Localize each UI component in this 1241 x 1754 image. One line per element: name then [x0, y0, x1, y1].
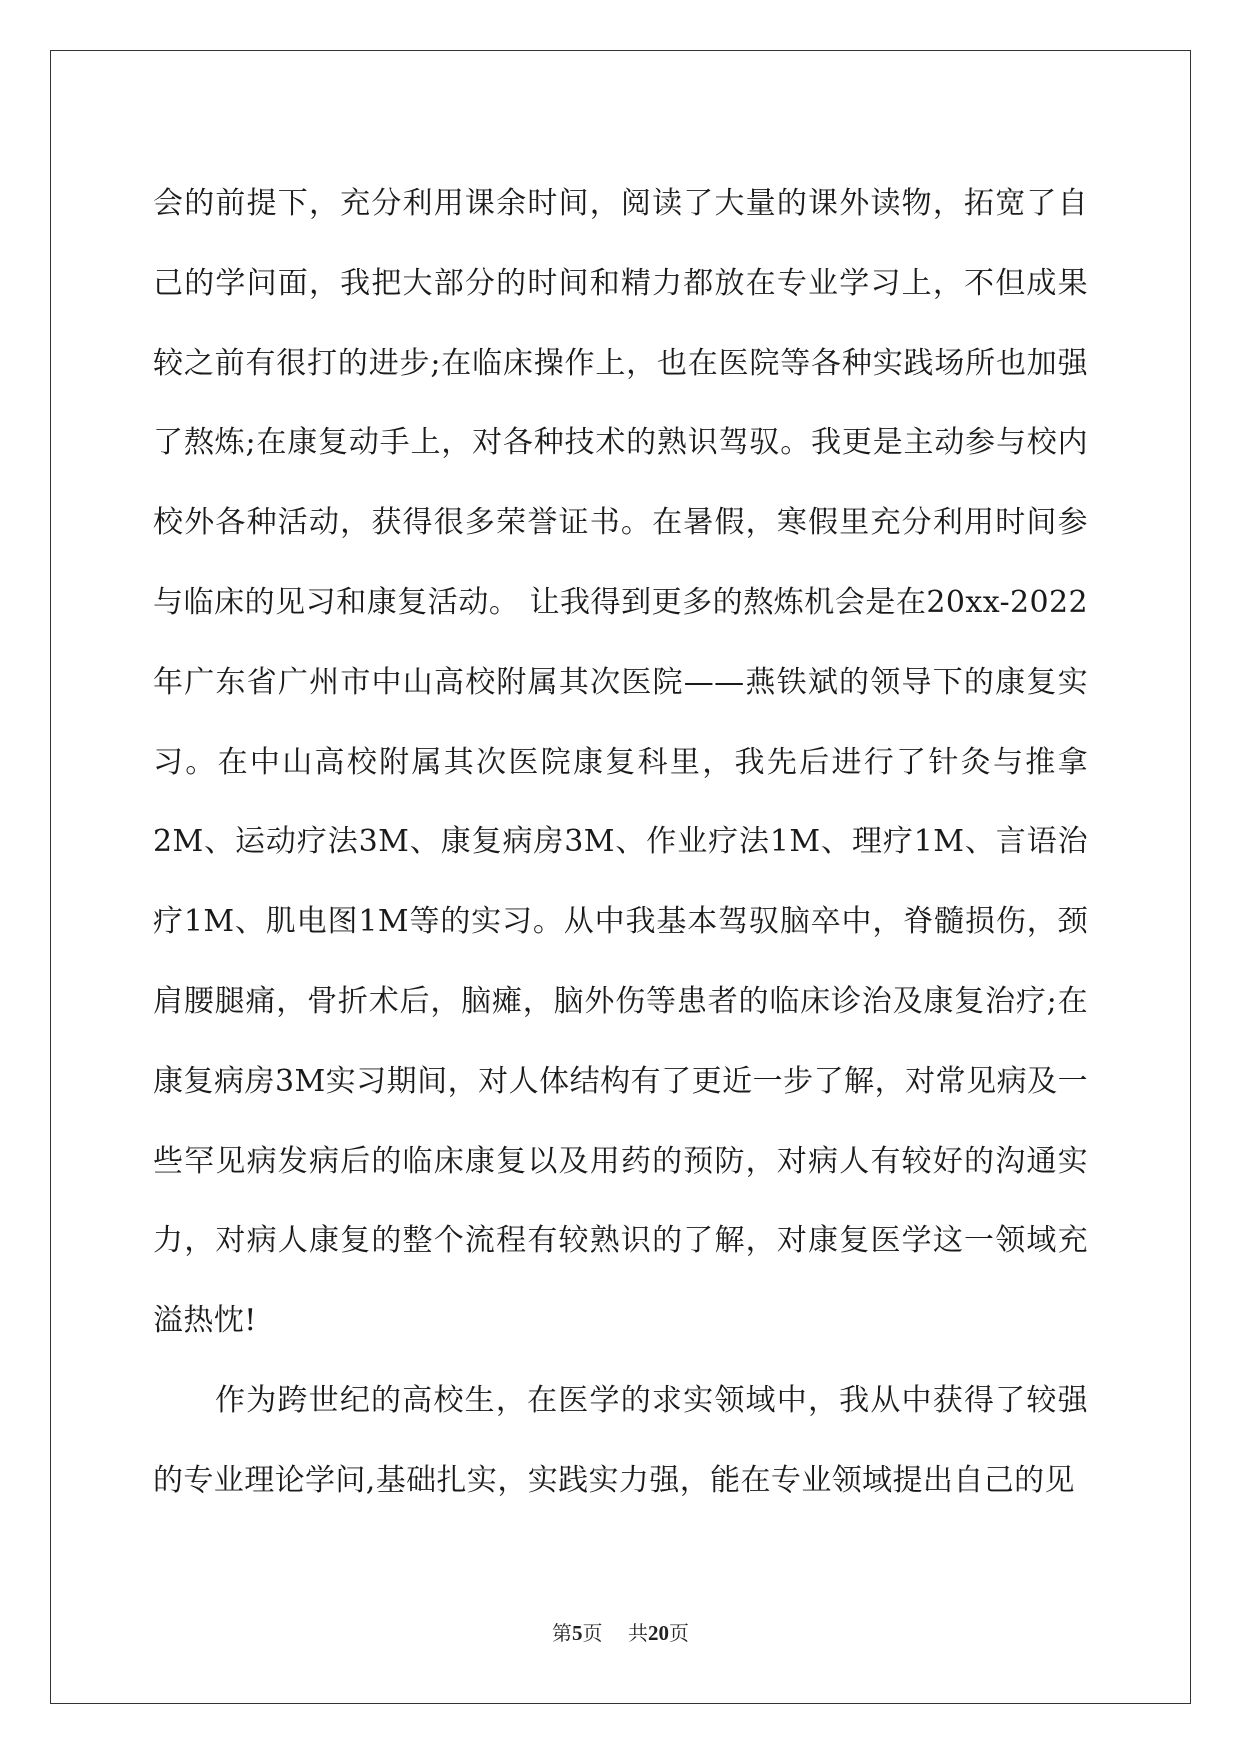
footer-mid: 页 共	[582, 1621, 648, 1645]
document-body	[153, 164, 1088, 1521]
page-number: 5	[572, 1621, 583, 1645]
paragraph-1: 会的前提下，充分利用课余时间，阅读了大量的课外读物，拓宽了自己的学问面，我把大部分的时间和精力都放在专业学习上，不但成果较之前有很打的进步;在临床操作上，也在医院等各种实践场所也加强了熬炼;在康复动手上，对各种技术的熟识驾驭。我更是主动参与校内校外各种活动，获得很多荣誉证书。在暑假，寒假里充分利用时间参与临床的见习和康复活动。 让我得到更多的熬炼机会是在20xx-2022年广东省广州市中山高校附属其次医院——燕铁斌的领导下的康复实习。在中山高校附属其次医院康复科里，我先后进行了针灸与推拿2M、运动疗法3M、康复病房3M、作业疗法1M、理疗1M、言语治疗1M、肌电图1M等的实习。从中我基本驾驭脑卒中，脊髓损伤，颈肩腰腿痛，骨折术后，脑瘫，脑外伤等患者的临床诊治及康复治疗;在康复病房3M实习期间，对人体结构有了更近一步了解，对常见病及一些罕见病发病后的临床康复以及用药的预防，对病人有较好的沟通实力，对病人康复的整个流程有较熟识的了解，对康复医学这一领域充溢热忱!	[153, 186, 1088, 1339]
total-pages: 20	[647, 1621, 669, 1645]
footer-prefix: 第	[552, 1621, 573, 1645]
paragraph-2: 作为跨世纪的高校生，在医学的求实领域中，我从中获得了较强的专业理论学问,基础扎实，实践实力强，能在专业领域提出自己的见	[153, 1382, 1088, 1498]
page-footer	[0, 1617, 1241, 1646]
footer-suffix: 页	[668, 1621, 689, 1645]
